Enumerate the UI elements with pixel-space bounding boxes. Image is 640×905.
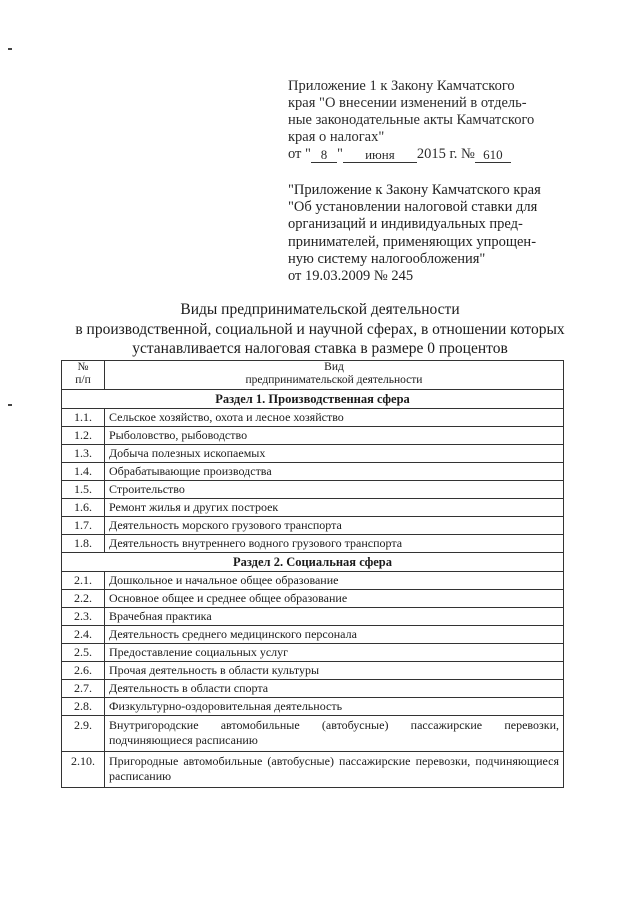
- row-activity: Деятельность морского грузового транспорта: [105, 517, 564, 535]
- table-row: [62, 608, 564, 626]
- table-row: [62, 517, 564, 535]
- row-activity: Строительство: [105, 481, 564, 499]
- appendix-1-header: [288, 78, 578, 163]
- row-number: 2.7.: [62, 680, 105, 698]
- title-line: устанавливается налоговая ставка в размере 0 процентов: [132, 340, 508, 357]
- table-row: [62, 662, 564, 680]
- row-activity: Внутригородские автомобильные (автобусные) пассажирские перевозки, подчиняющиеся расписанию: [105, 716, 564, 752]
- margin-mark: [8, 404, 12, 406]
- row-number: 2.4.: [62, 626, 105, 644]
- date-line: [288, 146, 578, 163]
- date-year: 2015 г. №: [416, 146, 475, 162]
- row-number: 1.4.: [62, 463, 105, 481]
- row-number: 2.1.: [62, 572, 105, 590]
- table-row: [62, 445, 564, 463]
- date-day: 8: [311, 147, 337, 163]
- law-number: 610: [475, 147, 511, 163]
- appendix-1-line: края "О внесении изменений в отдель-: [288, 95, 527, 111]
- row-activity: Физкультурно-оздоровительная деятельность: [105, 698, 564, 716]
- table-row: [62, 716, 564, 752]
- appendix-2-line: принимателей, применяющих упрощен-: [288, 233, 537, 250]
- row-activity: Основное общее и среднее общее образование: [105, 590, 564, 608]
- margin-mark: [8, 48, 12, 50]
- appendix-2-header: [288, 182, 578, 285]
- date-quote: ": [336, 146, 343, 162]
- activities-table: [61, 360, 564, 788]
- title-line: Виды предпринимательской деятельности: [180, 301, 460, 318]
- row-activity: Деятельность среднего медицинского персонала: [105, 626, 564, 644]
- row-number: 1.8.: [62, 535, 105, 553]
- row-number: 2.5.: [62, 644, 105, 662]
- row-number: 1.1.: [62, 409, 105, 427]
- row-activity: Сельское хозяйство, охота и лесное хозяйство: [105, 409, 564, 427]
- title-line: в производственной, социальной и научной сферах, в отношении которых: [75, 320, 565, 338]
- table-row: [62, 590, 564, 608]
- appendix-2-line: "Об установлении налоговой ставки для: [288, 199, 538, 216]
- row-number: 1.3.: [62, 445, 105, 463]
- section-row: [62, 390, 564, 409]
- date-prefix: от ": [288, 146, 311, 162]
- table-row: [62, 644, 564, 662]
- row-activity: Прочая деятельность в области культуры: [105, 662, 564, 680]
- row-number: 1.6.: [62, 499, 105, 517]
- row-activity: Обрабатывающие производства: [105, 463, 564, 481]
- table-header-row: [62, 361, 564, 390]
- table-row: [62, 535, 564, 553]
- header-number-line: п/п: [75, 374, 91, 386]
- table-row: [62, 427, 564, 445]
- row-number: 2.2.: [62, 590, 105, 608]
- header-number: [62, 361, 105, 390]
- section-row: [62, 553, 564, 572]
- row-number: 2.9.: [62, 716, 105, 752]
- table-row: [62, 698, 564, 716]
- header-kind-line: предпринимательской деятельности: [245, 374, 423, 386]
- table-row: [62, 409, 564, 427]
- appendix-2-line: от 19.03.2009 № 245: [288, 268, 414, 285]
- appendix-1-line: Приложение 1 к Закону Камчатского: [288, 78, 515, 94]
- row-number: 2.8.: [62, 698, 105, 716]
- section-title: Раздел 2. Социальная сфера: [62, 553, 564, 572]
- appendix-2-line: "Приложение к Закону Камчатского края: [288, 182, 541, 198]
- row-number: 1.5.: [62, 481, 105, 499]
- appendix-1-line: края о налогах": [288, 129, 385, 145]
- row-activity: Добыча полезных ископаемых: [105, 445, 564, 463]
- table-row: [62, 499, 564, 517]
- row-activity: Рыболовство, рыбоводство: [105, 427, 564, 445]
- appendix-2-line: организаций и индивидуальных пред-: [288, 216, 523, 233]
- table-row: [62, 463, 564, 481]
- row-activity: Ремонт жилья и других построек: [105, 499, 564, 517]
- document-title: [40, 300, 600, 359]
- header-kind: [105, 361, 564, 390]
- row-number: 2.6.: [62, 662, 105, 680]
- table-row: [62, 626, 564, 644]
- row-activity: Пригородные автомобильные (автобусные) пассажирские перевозки, подчиняющиеся расписанию: [105, 752, 564, 788]
- row-activity: Предоставление социальных услуг: [105, 644, 564, 662]
- row-activity: Деятельность в области спорта: [105, 680, 564, 698]
- appendix-2-line: ную систему налогообложения": [288, 250, 486, 267]
- table-row: [62, 680, 564, 698]
- section-title: Раздел 1. Производственная сфера: [62, 390, 564, 409]
- header-kind-line: Вид: [324, 361, 344, 373]
- row-number: 2.3.: [62, 608, 105, 626]
- table-row: [62, 572, 564, 590]
- header-number-line: №: [77, 361, 89, 373]
- row-activity: Дошкольное и начальное общее образование: [105, 572, 564, 590]
- row-activity: Деятельность внутреннего водного грузового транспорта: [105, 535, 564, 553]
- row-activity: Врачебная практика: [105, 608, 564, 626]
- date-month: июня: [343, 147, 417, 163]
- row-number: 2.10.: [62, 752, 105, 788]
- row-number: 1.2.: [62, 427, 105, 445]
- appendix-1-line: ные законодательные акты Камчатского: [288, 112, 535, 128]
- table-row: [62, 481, 564, 499]
- row-number: 1.7.: [62, 517, 105, 535]
- table-row: [62, 752, 564, 788]
